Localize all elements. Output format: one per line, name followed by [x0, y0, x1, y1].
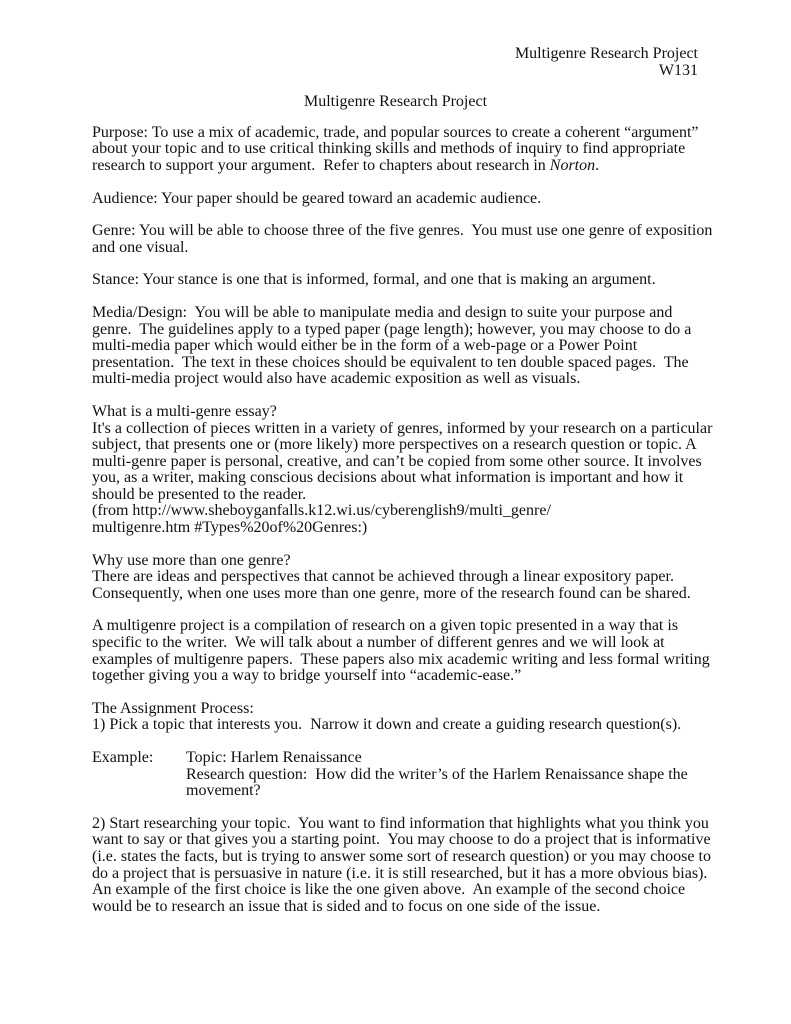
running-header — [92, 46, 698, 79]
multigenre-definition — [92, 402, 713, 537]
text-line: Genre: You will be able to choose three of the five genres. You must use one genre of exposition — [92, 222, 713, 240]
text-line: (i.e. states the facts, but is trying to answer some sort of research question) or you may choose to — [92, 847, 711, 865]
example-label: Example: — [92, 749, 154, 766]
stance-paragraph — [92, 272, 698, 289]
section-heading: The Assignment Process: — [92, 699, 254, 717]
text-line: genre. The guidelines apply to a typed paper (page length); however, you may choose to do a — [92, 320, 692, 338]
why-paragraph — [92, 553, 698, 603]
media-paragraph — [92, 305, 698, 388]
text-line: want to say or that gives you a starting point. You may choose to do a project that is informative — [92, 831, 711, 849]
page-title: Multigenre Research Project — [303, 93, 488, 111]
text-line: should be presented to the reader. — [92, 485, 307, 503]
text-line: you, as a writer, making conscious decisions about what information is important and how it — [92, 469, 684, 487]
step-1: 1) Pick a topic that interests you. Narrow it down and create a guiding research question(s). — [92, 716, 682, 734]
text-line — [92, 158, 698, 175]
text-line: It's a collection of pieces written in a variety of genres, informed by your research on a particular — [92, 419, 713, 437]
text-line: Media/Design: You will be able to manipulate media and design to suite your purpose and — [92, 303, 673, 321]
project-paragraph — [92, 617, 710, 685]
text-line: would be to research an issue that is sided and to focus on one side of the issue. — [92, 897, 601, 915]
text-line: presentation. The text in these choices should be equivalent to ten double spaced pages. The — [92, 353, 689, 371]
audience-paragraph — [92, 191, 698, 208]
text-line: subject, that presents one or (more likely) more perspectives on a research question or topic. A — [92, 436, 697, 454]
text-line: A multigenre project is a compilation of research on a given topic presented in a way that is — [92, 617, 679, 635]
example-question: movement? — [186, 782, 261, 800]
text-line: 2) Start researching your topic. You want to find information that highlights what you think you — [92, 814, 709, 832]
example-question: Research question: How did the writer’s of the Harlem Renaissance shape the — [186, 765, 688, 783]
genre-paragraph — [92, 222, 713, 256]
header-course: W131 — [658, 61, 698, 79]
source-citation: multigenre.htm #Types%20of%20Genres:) — [92, 519, 368, 537]
text-span: research to support your argument. Refer to chapters about research in — [92, 156, 550, 174]
source-citation: (from http://www.sheboyganfalls.k12.wi.us/cyberenglish9/multi_genre/ — [92, 502, 551, 520]
example-line — [92, 750, 698, 767]
section-question: What is a multi-genre essay? — [92, 402, 277, 420]
section-question: Why use more than one genre? — [92, 551, 291, 569]
text-line: Purpose: To use a mix of academic, trade, and popular sources to create a coherent “argument” — [92, 123, 699, 141]
text-line: Stance: Your stance is one that is informed, formal, and one that is making an argument. — [92, 271, 656, 289]
text-line: and one visual. — [92, 238, 189, 256]
assignment-process — [92, 701, 698, 734]
text-line: together giving you a way to bridge yourself into “academic-ease.” — [92, 667, 522, 685]
text-line: Consequently, when one uses more than one genre, more of the research found can be shared. — [92, 584, 691, 602]
purpose-paragraph — [92, 125, 698, 175]
text-line: about your topic and to use critical thinking skills and methods of inquiry to find appropriate — [92, 140, 686, 158]
text-line: do a project that is persuasive in nature (i.e. it is still researched, but it has a more obvious bias). — [92, 864, 708, 882]
header-title: Multigenre Research Project — [514, 45, 698, 62]
text-line: Audience: Your paper should be geared toward an academic audience. — [92, 189, 542, 207]
book-title: Norton — [549, 156, 596, 174]
step-2-paragraph — [92, 814, 711, 916]
example-topic: Topic: Harlem Renaissance — [186, 749, 362, 766]
text-line: multi-genre paper is personal, creative, and can’t be copied from some other source. It involves — [92, 452, 702, 470]
example-block — [92, 750, 698, 800]
text-line: examples of multigenre papers. These papers also mix academic writing and less formal writing — [92, 650, 710, 668]
text-line: multi-media paper which would either be in the form of a web-page or a Power Point — [92, 337, 638, 355]
text-line: An example of the first choice is like the one given above. An example of the second choice — [92, 881, 686, 899]
text-line: There are ideas and perspectives that cannot be achieved through a linear expository paper. — [92, 568, 674, 586]
text-line: multi-media project would also have academic exposition as well as visuals. — [92, 370, 581, 388]
text-line: specific to the writer. We will talk about a number of different genres and we will look at — [92, 634, 665, 652]
text-span: . — [595, 156, 600, 174]
